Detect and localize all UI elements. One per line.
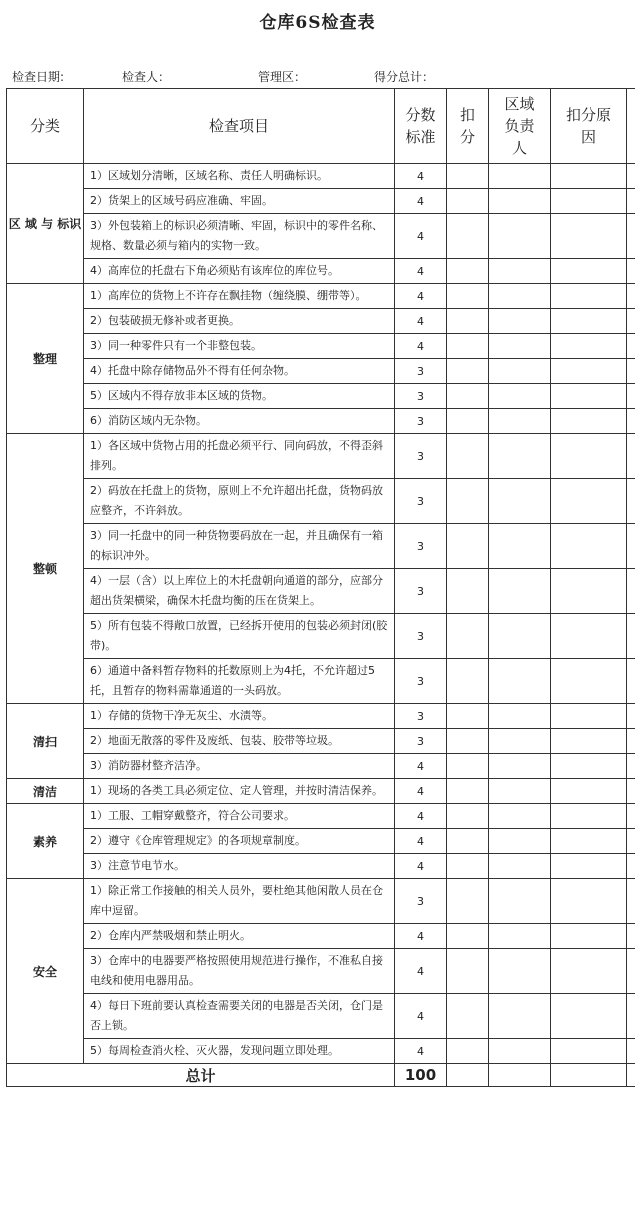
score-standard: 4 bbox=[395, 924, 447, 949]
extra-cell[interactable] bbox=[627, 309, 635, 334]
reason-cell[interactable] bbox=[551, 754, 627, 779]
check-item-text: 3）注意节电节水。 bbox=[84, 854, 395, 879]
score-standard: 3 bbox=[395, 729, 447, 754]
deduct-cell[interactable] bbox=[447, 704, 489, 729]
category-cell: 安全 bbox=[7, 879, 84, 1064]
owner-cell[interactable] bbox=[489, 524, 551, 569]
score-standard: 4 bbox=[395, 994, 447, 1039]
check-item-text: 3）仓库中的电器要严格按照使用规范进行操作，不准私自接电线和使用电器用品。 bbox=[84, 949, 395, 994]
owner-cell[interactable] bbox=[489, 434, 551, 479]
reason-cell[interactable] bbox=[551, 214, 627, 259]
extra-cell[interactable] bbox=[627, 409, 635, 434]
table-row bbox=[7, 1039, 635, 1064]
owner-cell[interactable] bbox=[489, 189, 551, 214]
extra-cell[interactable] bbox=[627, 359, 635, 384]
score-standard: 3 bbox=[395, 569, 447, 614]
deduct-cell[interactable] bbox=[447, 854, 489, 879]
score-standard: 3 bbox=[395, 384, 447, 409]
inspector-label: 检查人： bbox=[122, 70, 171, 84]
check-item-text: 6）通道中备料暂存物料的托数原则上为4托，不允许超过5托，且暂存的物料需靠通道的一头码放。 bbox=[84, 659, 395, 704]
owner-cell[interactable] bbox=[489, 384, 551, 409]
table-body bbox=[7, 164, 635, 1087]
check-item-text: 3）同一托盘中的同一种货物要码放在一起，并且确保有一箱的标识冲外。 bbox=[84, 524, 395, 569]
table-row bbox=[7, 614, 635, 659]
owner-cell[interactable] bbox=[489, 259, 551, 284]
check-item-text: 5）每周检查消火栓、灭火器，发现问题立即处理。 bbox=[84, 1039, 395, 1064]
score-standard: 4 bbox=[395, 779, 447, 804]
check-item-text: 1）现场的各类工具必须定位、定人管理，并按时清洁保养。 bbox=[84, 779, 395, 804]
header-row bbox=[7, 89, 635, 164]
check-item-text: 1）除正常工作接触的相关人员外，要杜绝其他闲散人员在仓库中逗留。 bbox=[84, 879, 395, 924]
deduct-cell[interactable] bbox=[447, 729, 489, 754]
check-item-text: 1）存储的货物干净无灰尘、水渍等。 bbox=[84, 704, 395, 729]
deduct-cell[interactable] bbox=[447, 259, 489, 284]
score-standard: 4 bbox=[395, 949, 447, 994]
score-standard: 3 bbox=[395, 409, 447, 434]
owner-cell[interactable] bbox=[489, 924, 551, 949]
table-row bbox=[7, 804, 635, 829]
score-standard: 4 bbox=[395, 754, 447, 779]
check-item-text: 4）每日下班前要认真检查需要关闭的电器是否关闭，仓门是否上锁。 bbox=[84, 994, 395, 1039]
table-row bbox=[7, 334, 635, 359]
category-cell: 素养 bbox=[7, 804, 84, 879]
deduct-cell[interactable] bbox=[447, 479, 489, 524]
owner-cell[interactable] bbox=[489, 729, 551, 754]
check-item-text: 3）消防器材整齐洁净。 bbox=[84, 754, 395, 779]
total-owner-cell[interactable] bbox=[489, 1064, 551, 1087]
owner-cell[interactable] bbox=[489, 409, 551, 434]
deduct-cell[interactable] bbox=[447, 384, 489, 409]
extra-cell[interactable] bbox=[627, 879, 635, 924]
extra-cell[interactable] bbox=[627, 829, 635, 854]
reason-cell[interactable] bbox=[551, 434, 627, 479]
category-cell: 清洁 bbox=[7, 779, 84, 804]
owner-cell[interactable] bbox=[489, 994, 551, 1039]
score-standard: 3 bbox=[395, 614, 447, 659]
check-item-text: 6）消防区域内无杂物。 bbox=[84, 409, 395, 434]
owner-cell[interactable] bbox=[489, 704, 551, 729]
header-extra bbox=[627, 89, 635, 164]
extra-cell[interactable] bbox=[627, 804, 635, 829]
extra-cell[interactable] bbox=[627, 614, 635, 659]
reason-cell[interactable] bbox=[551, 994, 627, 1039]
reason-cell[interactable] bbox=[551, 854, 627, 879]
deduct-cell[interactable] bbox=[447, 334, 489, 359]
inspection-table bbox=[6, 88, 635, 1087]
score-standard: 3 bbox=[395, 524, 447, 569]
management-area-label: 管理区： bbox=[258, 70, 307, 84]
owner-cell[interactable] bbox=[489, 1039, 551, 1064]
check-item-text: 4）高库位的托盘右下角必须贴有该库位的库位号。 bbox=[84, 259, 395, 284]
extra-cell[interactable] bbox=[627, 164, 635, 189]
reason-cell[interactable] bbox=[551, 1039, 627, 1064]
reason-cell[interactable] bbox=[551, 729, 627, 754]
check-item-text: 5）所有包装不得敞口放置，已经拆开使用的包装必须封闭(胶带)。 bbox=[84, 614, 395, 659]
reason-cell[interactable] bbox=[551, 189, 627, 214]
extra-cell[interactable] bbox=[627, 659, 635, 704]
owner-cell[interactable] bbox=[489, 569, 551, 614]
table-row bbox=[7, 569, 635, 614]
reason-cell[interactable] bbox=[551, 804, 627, 829]
owner-cell[interactable] bbox=[489, 214, 551, 259]
check-item-text: 3）外包装箱上的标识必须清晰、牢固，标识中的零件名称、规格、数量必须与箱内的实物一致。 bbox=[84, 214, 395, 259]
deduct-cell[interactable] bbox=[447, 569, 489, 614]
extra-cell[interactable] bbox=[627, 779, 635, 804]
table-row bbox=[7, 524, 635, 569]
deduct-cell[interactable] bbox=[447, 1039, 489, 1064]
check-item-text: 3）同一种零件只有一个非整包装。 bbox=[84, 334, 395, 359]
reason-cell[interactable] bbox=[551, 569, 627, 614]
owner-cell[interactable] bbox=[489, 479, 551, 524]
extra-cell[interactable] bbox=[627, 854, 635, 879]
category-cell: 区 域 与 标识 bbox=[7, 164, 84, 284]
check-item-text: 1）区域划分清晰，区域名称、责任人明确标识。 bbox=[84, 164, 395, 189]
reason-cell[interactable] bbox=[551, 614, 627, 659]
extra-cell[interactable] bbox=[627, 434, 635, 479]
reason-cell[interactable] bbox=[551, 479, 627, 524]
table-row bbox=[7, 994, 635, 1039]
check-item-text: 1）高库位的货物上不许存在飘挂物（缠绕膜、绷带等）。 bbox=[84, 284, 395, 309]
table-row bbox=[7, 829, 635, 854]
total-deduct-cell[interactable] bbox=[447, 1064, 489, 1087]
category-cell: 整顿 bbox=[7, 434, 84, 704]
owner-cell[interactable] bbox=[489, 334, 551, 359]
total-score-label: 得分总计： bbox=[374, 70, 435, 84]
owner-cell[interactable] bbox=[489, 879, 551, 924]
table-row bbox=[7, 754, 635, 779]
header-category: 分类 bbox=[7, 89, 84, 164]
reason-cell[interactable] bbox=[551, 309, 627, 334]
table-row bbox=[7, 309, 635, 334]
header-deduct: 扣分 bbox=[447, 89, 489, 164]
check-item-text: 2）码放在托盘上的货物，原则上不允许超出托盘，货物码放应整齐，不许斜放。 bbox=[84, 479, 395, 524]
table-row bbox=[7, 259, 635, 284]
score-standard: 3 bbox=[395, 359, 447, 384]
extra-cell[interactable] bbox=[627, 754, 635, 779]
extra-cell[interactable] bbox=[627, 704, 635, 729]
score-standard: 4 bbox=[395, 214, 447, 259]
score-standard: 3 bbox=[395, 879, 447, 924]
inspection-date-label: 检查日期: bbox=[12, 70, 65, 84]
deduct-cell[interactable] bbox=[447, 804, 489, 829]
owner-cell[interactable] bbox=[489, 804, 551, 829]
check-item-text: 5）区域内不得存放非本区域的货物。 bbox=[84, 384, 395, 409]
table-row bbox=[7, 189, 635, 214]
score-standard: 4 bbox=[395, 854, 447, 879]
check-item-text: 2）地面无散落的零件及废纸、包装、胶带等垃圾。 bbox=[84, 729, 395, 754]
check-item-text: 2）仓库内严禁吸烟和禁止明火。 bbox=[84, 924, 395, 949]
owner-cell[interactable] bbox=[489, 164, 551, 189]
check-item-text: 2）货架上的区域号码应准确、牢固。 bbox=[84, 189, 395, 214]
table-row bbox=[7, 704, 635, 729]
deduct-cell[interactable] bbox=[447, 524, 489, 569]
table-row bbox=[7, 949, 635, 994]
table-row bbox=[7, 384, 635, 409]
check-item-text: 2）遵守《仓库管理规定》的各项规章制度。 bbox=[84, 829, 395, 854]
extra-cell[interactable] bbox=[627, 214, 635, 259]
reason-cell[interactable] bbox=[551, 524, 627, 569]
deduct-cell[interactable] bbox=[447, 164, 489, 189]
owner-cell[interactable] bbox=[489, 754, 551, 779]
table-row bbox=[7, 284, 635, 309]
deduct-cell[interactable] bbox=[447, 829, 489, 854]
category-cell: 整理 bbox=[7, 284, 84, 434]
reason-cell[interactable] bbox=[551, 924, 627, 949]
total-extra-cell[interactable] bbox=[627, 1064, 635, 1087]
extra-cell[interactable] bbox=[627, 334, 635, 359]
table-row bbox=[7, 854, 635, 879]
reason-cell[interactable] bbox=[551, 659, 627, 704]
reason-cell[interactable] bbox=[551, 259, 627, 284]
deduct-cell[interactable] bbox=[447, 754, 489, 779]
check-item-text: 1）工服、工帽穿戴整齐，符合公司要求。 bbox=[84, 804, 395, 829]
deduct-cell[interactable] bbox=[447, 409, 489, 434]
reason-cell[interactable] bbox=[551, 704, 627, 729]
score-standard: 4 bbox=[395, 804, 447, 829]
extra-cell[interactable] bbox=[627, 949, 635, 994]
owner-cell[interactable] bbox=[489, 949, 551, 994]
reason-cell[interactable] bbox=[551, 779, 627, 804]
header-score: 分数标准 bbox=[395, 89, 447, 164]
deduct-cell[interactable] bbox=[447, 284, 489, 309]
deduct-cell[interactable] bbox=[447, 994, 489, 1039]
owner-cell[interactable] bbox=[489, 779, 551, 804]
check-item-text: 4）托盘中除存储物品外不得有任何杂物。 bbox=[84, 359, 395, 384]
table-row bbox=[7, 924, 635, 949]
page-title: 仓库6S检查表 bbox=[259, 13, 376, 33]
reason-cell[interactable] bbox=[551, 359, 627, 384]
deduct-cell[interactable] bbox=[447, 879, 489, 924]
score-standard: 3 bbox=[395, 704, 447, 729]
extra-cell[interactable] bbox=[627, 259, 635, 284]
deduct-cell[interactable] bbox=[447, 434, 489, 479]
deduct-cell[interactable] bbox=[447, 189, 489, 214]
reason-cell[interactable] bbox=[551, 384, 627, 409]
owner-cell[interactable] bbox=[489, 829, 551, 854]
table-row bbox=[7, 779, 635, 804]
table-row bbox=[7, 879, 635, 924]
category-cell: 清扫 bbox=[7, 704, 84, 779]
check-item-text: 2）包装破损无修补或者更换。 bbox=[84, 309, 395, 334]
header-owner: 区域负责人 bbox=[489, 89, 551, 164]
total-label: 总计 bbox=[7, 1064, 395, 1087]
deduct-cell[interactable] bbox=[447, 779, 489, 804]
table-row bbox=[7, 479, 635, 524]
reason-cell[interactable] bbox=[551, 164, 627, 189]
reason-cell[interactable] bbox=[551, 284, 627, 309]
reason-cell[interactable] bbox=[551, 879, 627, 924]
owner-cell[interactable] bbox=[489, 854, 551, 879]
reason-cell[interactable] bbox=[551, 409, 627, 434]
extra-cell[interactable] bbox=[627, 384, 635, 409]
table-row bbox=[7, 214, 635, 259]
total-value: 100 bbox=[395, 1064, 447, 1087]
score-standard: 4 bbox=[395, 189, 447, 214]
total-row bbox=[7, 1064, 635, 1087]
deduct-cell[interactable] bbox=[447, 214, 489, 259]
owner-cell[interactable] bbox=[489, 659, 551, 704]
score-standard: 4 bbox=[395, 1039, 447, 1064]
table-row bbox=[7, 659, 635, 704]
table-row bbox=[7, 409, 635, 434]
score-standard: 4 bbox=[395, 164, 447, 189]
score-standard: 4 bbox=[395, 284, 447, 309]
extra-cell[interactable] bbox=[627, 524, 635, 569]
extra-cell[interactable] bbox=[627, 729, 635, 754]
score-standard: 3 bbox=[395, 434, 447, 479]
score-standard: 4 bbox=[395, 259, 447, 284]
extra-cell[interactable] bbox=[627, 569, 635, 614]
extra-cell[interactable] bbox=[627, 924, 635, 949]
table-row bbox=[7, 729, 635, 754]
table-row bbox=[7, 164, 635, 189]
owner-cell[interactable] bbox=[489, 309, 551, 334]
deduct-cell[interactable] bbox=[447, 309, 489, 334]
check-item-text: 1）各区域中货物占用的托盘必须平行、同向码放，不得歪斜排列。 bbox=[84, 434, 395, 479]
extra-cell[interactable] bbox=[627, 994, 635, 1039]
extra-cell[interactable] bbox=[627, 189, 635, 214]
reason-cell[interactable] bbox=[551, 829, 627, 854]
table-row bbox=[7, 434, 635, 479]
owner-cell[interactable] bbox=[489, 284, 551, 309]
deduct-cell[interactable] bbox=[447, 924, 489, 949]
check-item-text: 4）一层（含）以上库位上的木托盘朝向通道的部分，应部分超出货架横梁，确保木托盘均衡的压在货架上。 bbox=[84, 569, 395, 614]
score-standard: 4 bbox=[395, 829, 447, 854]
deduct-cell[interactable] bbox=[447, 614, 489, 659]
owner-cell[interactable] bbox=[489, 359, 551, 384]
reason-cell[interactable] bbox=[551, 949, 627, 994]
header-item: 检查项目 bbox=[84, 89, 395, 164]
reason-cell[interactable] bbox=[551, 334, 627, 359]
score-standard: 4 bbox=[395, 309, 447, 334]
deduct-cell[interactable] bbox=[447, 659, 489, 704]
table-row bbox=[7, 359, 635, 384]
extra-cell[interactable] bbox=[627, 284, 635, 309]
owner-cell[interactable] bbox=[489, 614, 551, 659]
extra-cell[interactable] bbox=[627, 1039, 635, 1064]
score-standard: 4 bbox=[395, 334, 447, 359]
score-standard: 3 bbox=[395, 659, 447, 704]
score-standard: 3 bbox=[395, 479, 447, 524]
deduct-cell[interactable] bbox=[447, 949, 489, 994]
deduct-cell[interactable] bbox=[447, 359, 489, 384]
extra-cell[interactable] bbox=[627, 479, 635, 524]
header-reason: 扣分原因 bbox=[551, 89, 627, 164]
total-reason-cell[interactable] bbox=[551, 1064, 627, 1087]
